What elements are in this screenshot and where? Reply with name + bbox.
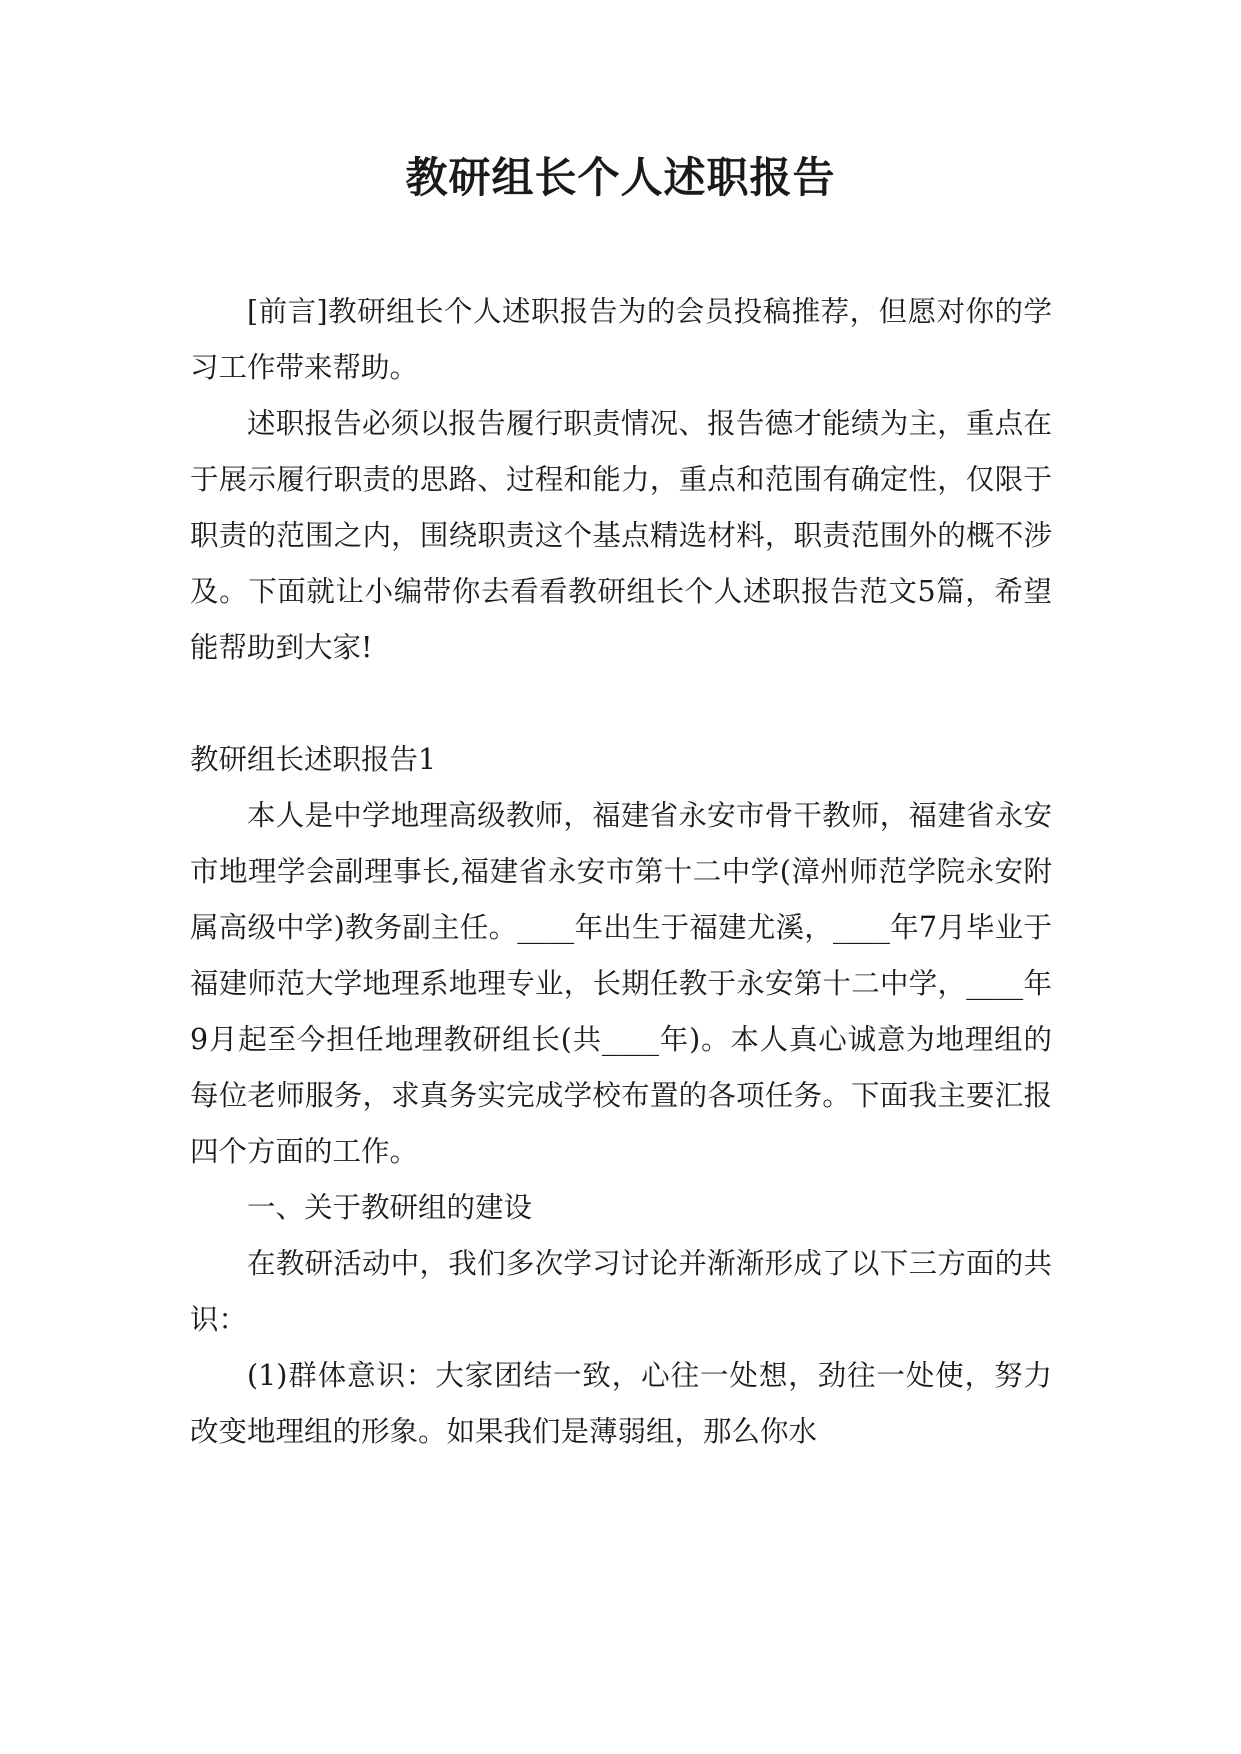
section-heading: 教研组长述职报告1 bbox=[190, 743, 437, 776]
body-paragraph: 在教研活动中，我们多次学习讨论并渐渐形成了以下三方面的共识： bbox=[190, 1247, 1052, 1336]
document-body bbox=[190, 284, 1052, 1460]
body-paragraph: 本人是中学地理高级教师，福建省永安市骨干教师，福建省永安市地理学会副理事长,福建省永安市第十二中学(漳州师范学院永安附属高级中学)教务副主任。____年出生于福建尤溪，____年7月毕业于福建师范大学地理系地理专业，长期任教于永安第十二中学，____年9月起至今担任地理教研组长(共____年)。本人真心诚意为地理组的每位老师服务，求真务实完成学校布置的各项任务。下面我主要汇报四个方面的工作。 bbox=[190, 799, 1052, 1168]
intro-paragraph: 述职报告必须以报告履行职责情况、报告德才能绩为主，重点在于展示履行职责的思路、过程和能力，重点和范围有确定性，仅限于职责的范围之内，围绕职责这个基点精选材料，职责范围外的概不涉及。下面就让小编带你去看看教研组长个人述职报告范文5篇，希望能帮助到大家! bbox=[190, 407, 1052, 664]
body-paragraph: (1)群体意识：大家团结一致，心往一处想，劲往一处使，努力改变地理组的形象。如果我们是薄弱组，那么你水 bbox=[190, 1359, 1052, 1448]
preface-paragraph: [前言]教研组长个人述职报告为的会员投稿推荐，但愿对你的学习工作带来帮助。 bbox=[190, 295, 1052, 384]
subsection-heading: 一、关于教研组的建设 bbox=[247, 1191, 533, 1224]
paragraph-spacer bbox=[190, 676, 1052, 732]
document-title: 教研组长个人述职报告 bbox=[405, 153, 836, 202]
